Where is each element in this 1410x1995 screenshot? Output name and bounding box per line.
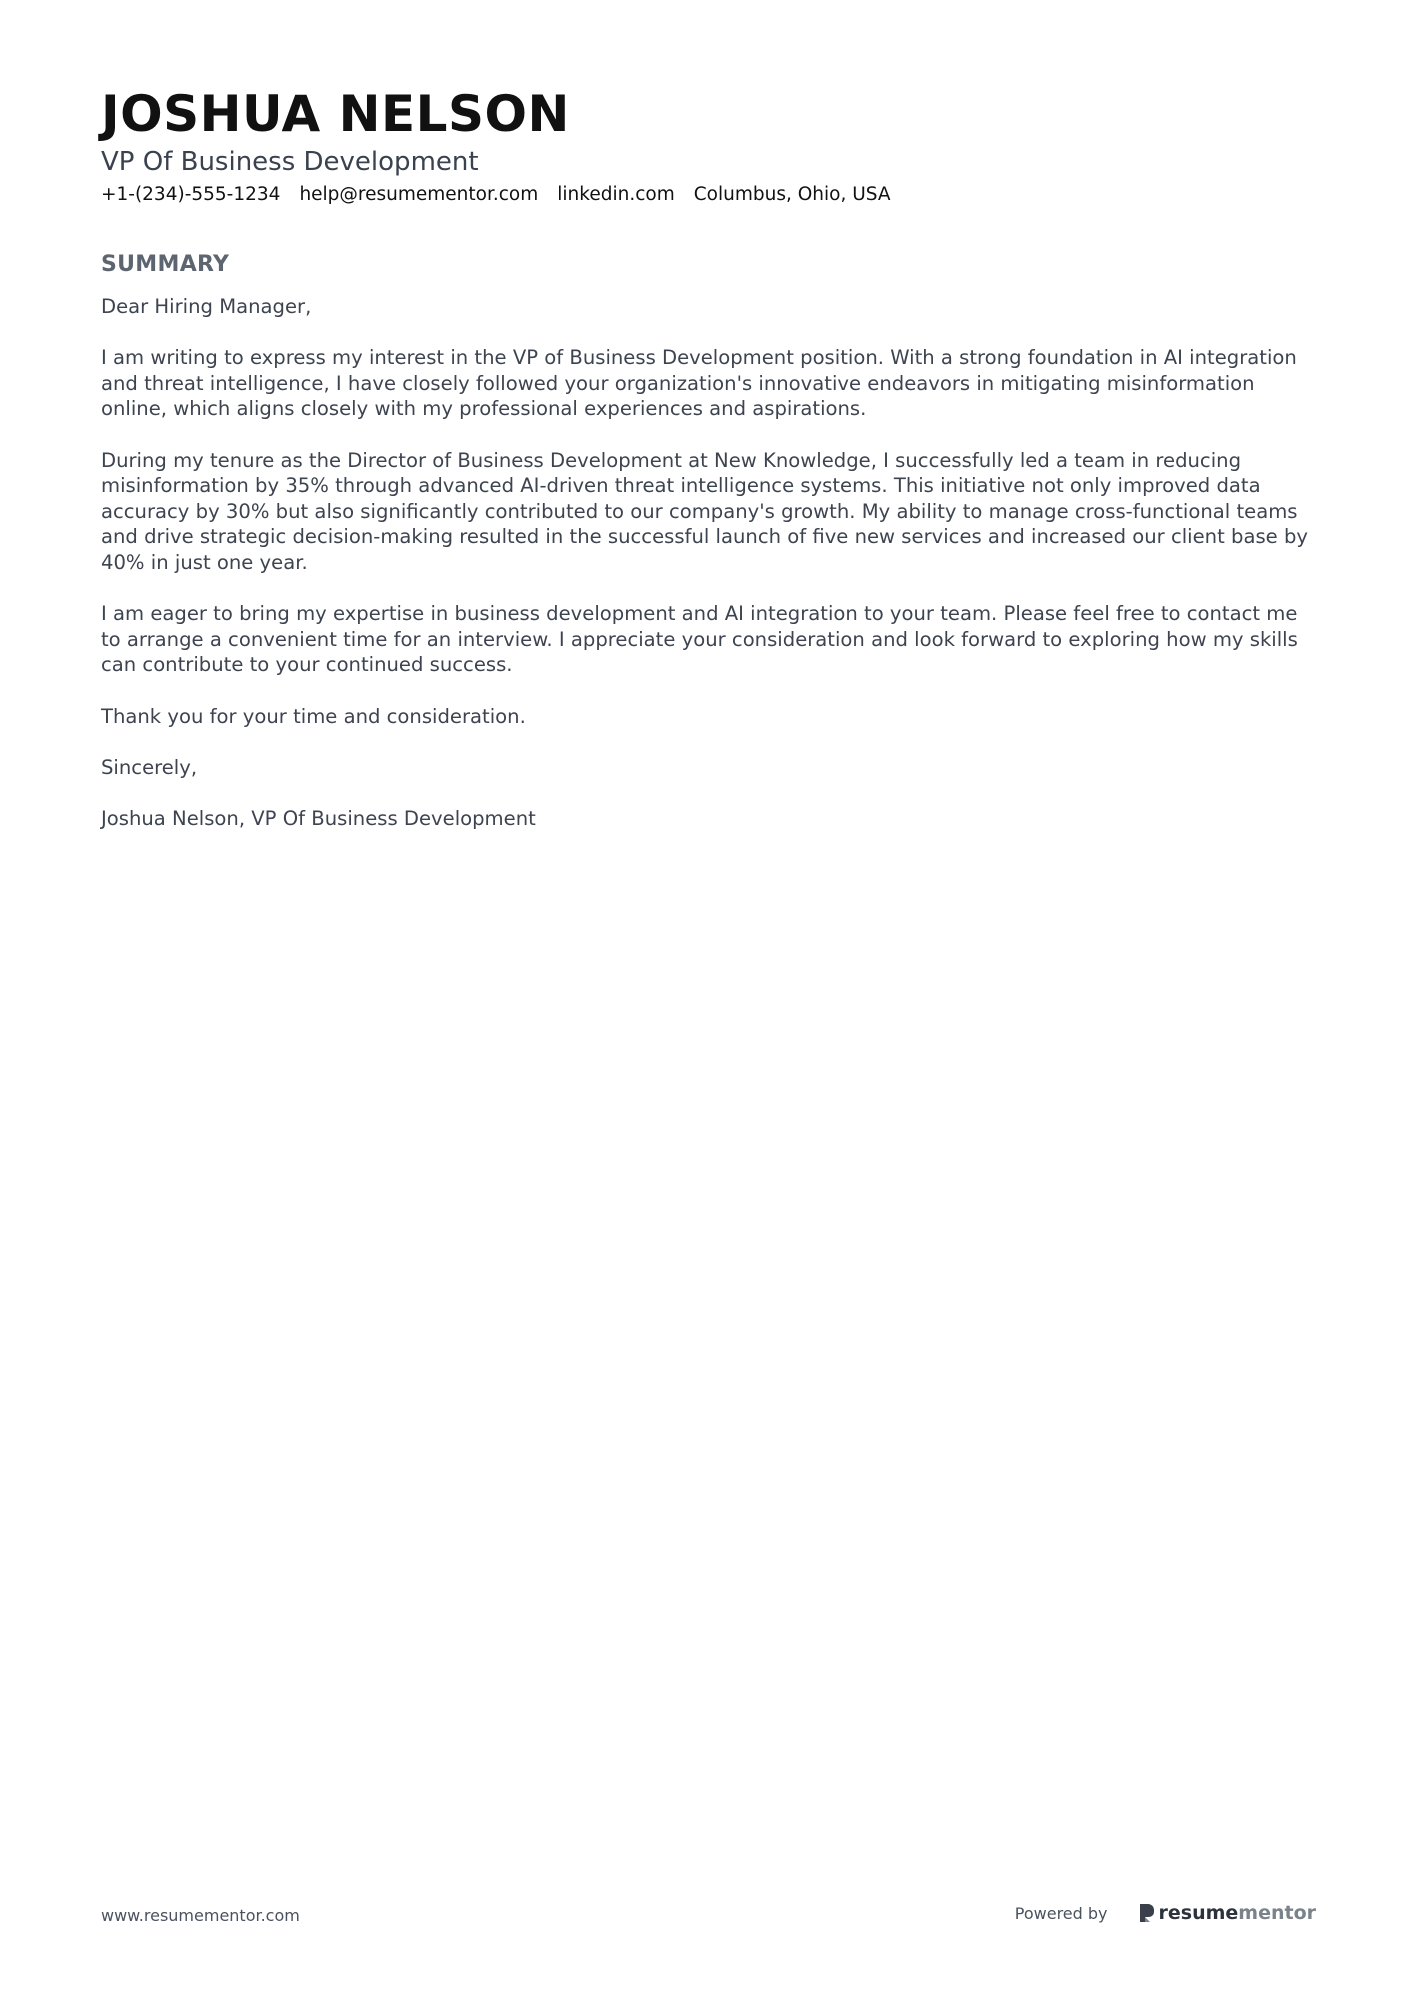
letter-paragraph: I am eager to bring my expertise in business development and AI integration to your team. Please feel free to contact me to arrange a convenient time for an interview. I appreciate your consideration and look forward to exploring how my skills can contribute to your continued success. xyxy=(101,602,1298,677)
letter-closing: Sincerely, xyxy=(101,755,198,779)
candidate-name: JOSHUA NELSON xyxy=(101,85,570,143)
cover-letter-body xyxy=(101,294,1315,857)
letter-paragraph: During my tenure as the Director of Business Development at New Knowledge, I successfully led a team in reducing misinformation by 35% through advanced AI-driven threat intelligence systems. This initiative not only improved data accuracy by 30% but also significantly contributed to our company's growth. My ability to manage cross-functional teams and drive strategic decision-making resulted in the successful launch of five new services and increased our client base by 40% in just one year. xyxy=(101,448,1308,574)
letter-paragraph: I am writing to express my interest in the VP of Business Development position. With a strong foundation in AI integration and threat intelligence, I have closely followed your organization's innovative endeavors in mitigating misinformation online, which aligns closely with my professional experiences and aspirations. xyxy=(101,346,1297,421)
powered-by-label: Powered by xyxy=(1014,1903,1108,1923)
contact-location: Columbus, Ohio, USA xyxy=(693,184,891,205)
letter-signature: Joshua Nelson, VP Of Business Development xyxy=(101,806,536,830)
resumementor-logo-icon xyxy=(1138,1902,1156,1924)
contact-info xyxy=(101,182,891,208)
resumementor-logo[interactable] xyxy=(1138,1901,1317,1925)
contact-email[interactable]: help@resumementor.com xyxy=(299,184,539,205)
letter-thanks: Thank you for your time and consideration. xyxy=(101,704,526,728)
footer-website[interactable]: www.resumementor.com xyxy=(101,1906,300,1925)
contact-phone: +1-(234)-555-1234 xyxy=(101,184,281,205)
candidate-role: VP Of Business Development xyxy=(101,147,479,177)
letter-salutation: Dear Hiring Manager, xyxy=(101,295,312,318)
section-title-summary: SUMMARY xyxy=(101,252,230,277)
contact-linkedin[interactable]: linkedin.com xyxy=(557,184,675,205)
logo-text-mentor: mentor xyxy=(1238,1902,1316,1924)
footer-branding xyxy=(1015,1901,1316,1925)
logo-text-resume: resume xyxy=(1158,1902,1239,1924)
